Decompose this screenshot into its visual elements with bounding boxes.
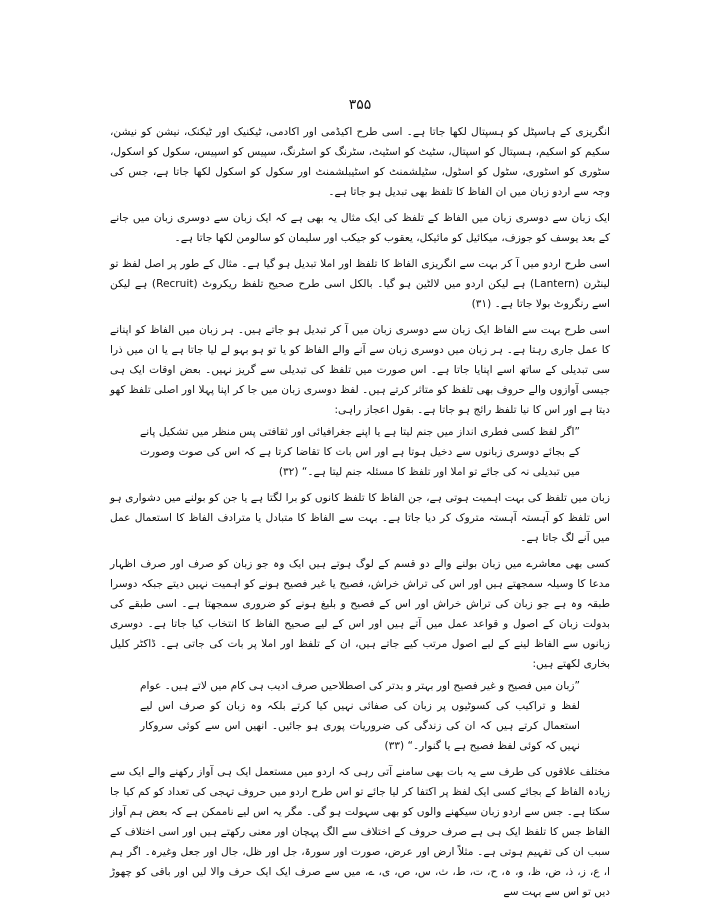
body-text — [110, 122, 610, 902]
paragraph-2: ایک زبان سے دوسری زبان میں الفاظ کے تلفظ کی ایک مثال یہ بھی ہے کہ ایک زبان سے دوسری زبان میں جانے کے بعد یوسف کو جوزف، میکائیل کو مائیکل، یعقوب کو جیکب اور سلیمان کو سالومن لکھا جاتا ہے۔ — [110, 212, 610, 244]
paragraph-1: انگریزی کے ہاسپٹل کو ہسپتال لکھا جاتا ہے۔ اسی طرح اکیڈمی اور اکادمی، ٹیکنیک اور ٹیکنک، نیشن کو نیشن، سکیم کو اسکیم، ہسپتال کو اسپتال، سٹیٹ کو اسٹیٹ، سٹرنگ کو اسٹرنگ، سپیس کو اسپیس، سکول کو اسکول، سٹوری کو اسٹوری، سٹول کو اسٹول، سٹیلشمنٹ کو اسٹیبلشمنٹ اور سکول کو اسکول لکھا جاتا ہے، جس کی وجہ سے اردو زبان میں ان الفاظ کا تلفظ بھی تبدیل ہو جاتا ہے۔ — [110, 126, 610, 198]
quote-kalil-bukhari: ”زبان میں فصیح و غیر فصیح اور بہتر و بدتر کی اصطلاحیں صرف ادیب ہی کام میں لاتے ہیں۔ عوام لفظ و تراکیب کی کسوٹیوں پر زبان کی صفائی نہیں کیا کرتے بلکہ وہ زبان کو صرف اس لیے استعمال کرتے ہیں کہ ان کی زندگی کی ضروریات پوری ہو جائیں۔ انھیں اس سے کوئی سروکار نہیں کہ کوئی لفظ فصیح ہے یا گنوار۔“ (۳۳) — [140, 680, 580, 752]
paragraph-4: اسی طرح بہت سے الفاظ ایک زبان سے دوسری زبان میں آ کر تبدیل ہو جاتے ہیں۔ ہر زبان میں الفاظ کو اپنانے کا عمل جاری رہتا ہے۔ ہر زبان میں دوسری زبان سے آنے والے الفاظ کو یا تو ہو بہو لے لیا جاتا ہے یا ان میں ذرا سی تبدیلی کے ساتھ اسے اپنایا جاتا ہے۔ اس صورت میں تلفظ کی تبدیلی سے گریز نہیں۔ بعض اوقات ایک ہی جیسی آوازوں والے حروف بھی تلفظ کو متاثر کرتے ہیں۔ لفظ دوسری زبان میں جا کر اپنا پہلا اور اصلی تلفظ کھو دیتا ہے اور اس کا نیا تلفظ رائج ہو جاتا ہے۔ بقول اعجاز راہی: — [110, 324, 610, 416]
paragraph-7: مختلف علاقوں کی طرف سے یہ بات بھی سامنے آتی رہی کہ اردو میں مستعمل ایک ہی آواز رکھنے والے ایک سے زیادہ الفاظ کے بجائے کسی ایک لفظ پر اکتفا کر لیا جائے تو اس طرح اردو میں حروف تہجی کی تعداد کو کم کیا جا سکتا ہے۔ جس سے اردو زبان سیکھنے والوں کو بھی سہولت ہو گی۔ مگر یہ اس لیے ناممکن ہے کہ بعض ہم آواز الفاظ جس کا تلفظ ایک ہی ہے صرف حروف کے اختلاف سے الگ پہچان اور معنی رکھتے ہیں اور اسی اختلاف کے سبب ان کی تفہیم ہوتی ہے۔ مثلاً ارض اور عرض، صورت اور سورۃ، جل اور ظل، جال اور جعل وغیرہ۔ اگر ہم ا، ع، ز، ذ، ض، ظ، و، ہ، ح، ت، ط، ث، س، ص، ی، ے، میں سے صرف ایک ایک حرف والا لیں اور باقی کو چھوڑ دیں تو اس سے بہت سے — [110, 766, 610, 898]
paragraph-3: اسی طرح اردو میں آ کر بہت سے انگریزی الفاظ کا تلفظ اور املا تبدیل ہو گیا ہے۔ مثال کے طور پر اصل لفظ تو لینٹرن (Lantern) ہے لیکن اردو میں لالٹین ہو گیا۔ بالکل اسی طرح صحیح تلفظ ریکروٹ (Recruit) ہے لیکن اسے رنگروٹ بولا جاتا ہے۔ (۳۱) — [110, 258, 611, 310]
page-number: ۳۵۵ — [348, 97, 372, 113]
paragraph-5: زبان میں تلفظ کی بہت اہمیت ہوتی ہے، جن الفاظ کا تلفظ کانوں کو برا لگتا ہے یا جن کو بولنے میں دشواری ہو اس تلفظ کو آہستہ آہستہ متروک کر دیا جاتا ہے۔ بہت سے الفاظ کا متبادل یا مترادف الفاظ کا استعمال عمل میں آنے لگ جاتا ہے۔ — [110, 492, 610, 544]
paragraph-6: کسی بھی معاشرے میں زبان بولنے والے دو قسم کے لوگ ہوتے ہیں ایک وہ جو زبان کو صرف اور صرف اظہار مدعا کا وسیلہ سمجھتے ہیں اور اس کی تراش خراش، فصیح یا غیر فصیح ہونے کو اہمیت نہیں دیتے جبکہ دوسرا طبقہ وہ ہے جو زبان کی تراش خراش اور اس کے فصیح و بلیغ ہونے کو ضروری سمجھتا ہے۔ اسی طبقے کی بدولت زبان کے اصول و قواعد عمل میں آتے ہیں اور اس کے لیے صحیح الفاظ کا انتخاب کیا جاتا ہے۔ دوسری زبانوں سے الفاظ لینے کے لیے اصول مرتب کیے جاتے ہیں، ان کے تلفظ اور املا پر بات کی جاتی ہے۔ ڈاکٹر کلیل بخاری لکھتے ہیں: — [110, 558, 610, 670]
quote-ijaz-rahi: ”اگر لفظ کسی فطری انداز میں جنم لیتا ہے یا اپنے جغرافیائی اور ثقافتی پس منظر میں تشکیل پانے کے بجائے دوسری زبانوں سے دخیل ہوتا ہے اور اس بات کا تقاضا کرتا ہے کہ اس کی صوت وصورت میں تبدیلی نہ کی جائے تو املا اور تلفظ کا مسئلہ جنم لیتا ہے۔“ (۳۲) — [140, 426, 580, 478]
